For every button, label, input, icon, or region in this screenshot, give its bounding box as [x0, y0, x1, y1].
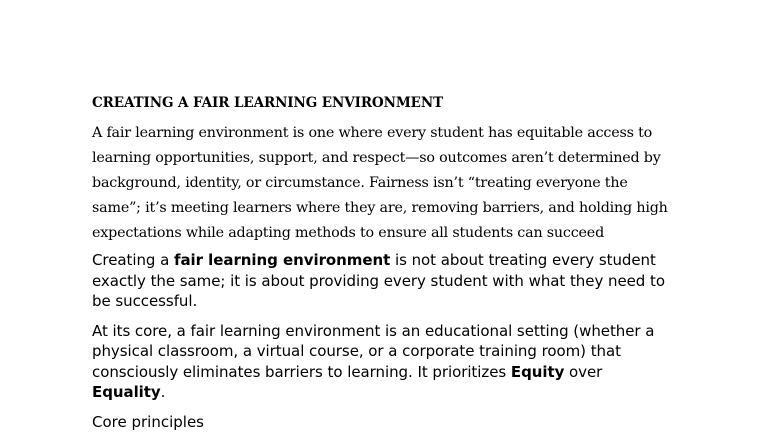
text-run: is not about treating every student: [390, 251, 656, 269]
paragraph-line: be successful.: [92, 292, 198, 310]
text-run: over: [564, 362, 603, 381]
bold-term: Equality: [92, 383, 161, 401]
subheading-core-principles: Core principles: [92, 412, 204, 431]
text-run: .: [160, 383, 166, 401]
paragraph-line: [92, 382, 692, 403]
paragraph-line: [92, 362, 692, 383]
paragraph-core-definition: [92, 321, 692, 403]
document-heading: CREATING A FAIR LEARNING ENVIRONMENT: [92, 95, 444, 111]
text-run: Creating a: [92, 251, 174, 269]
intro-line: expectations while adapting methods to ensure all students can succeed: [92, 225, 605, 241]
intro-line: same”; it’s meeting learners where they are, removing barriers, and holding high: [92, 200, 668, 216]
text-run: consciously eliminates barriers to learning. It prioritizes: [92, 362, 511, 381]
paragraph-line: [92, 250, 692, 271]
paragraph-line: At its core, a fair learning environment is an educational setting (whether a: [92, 321, 655, 340]
bold-term: Equity: [510, 362, 565, 381]
intro-line: A fair learning environment is one where every student has equitable access to: [92, 125, 653, 141]
intro-line: background, identity, or circumstance. Fairness isn’t “treating everyone the: [92, 175, 628, 191]
intro-paragraph: [92, 121, 692, 246]
intro-line: learning opportunities, support, and respect—so outcomes aren’t determined by: [92, 150, 661, 166]
bold-term: fair learning environment: [174, 251, 391, 269]
paragraph-line: exactly the same; it is about providing every student with what they need to: [92, 271, 665, 290]
document-body: [92, 94, 692, 432]
paragraph-fair-environment: [92, 250, 692, 312]
paragraph-line: physical classroom, a virtual course, or a corporate training room) that: [92, 342, 621, 360]
